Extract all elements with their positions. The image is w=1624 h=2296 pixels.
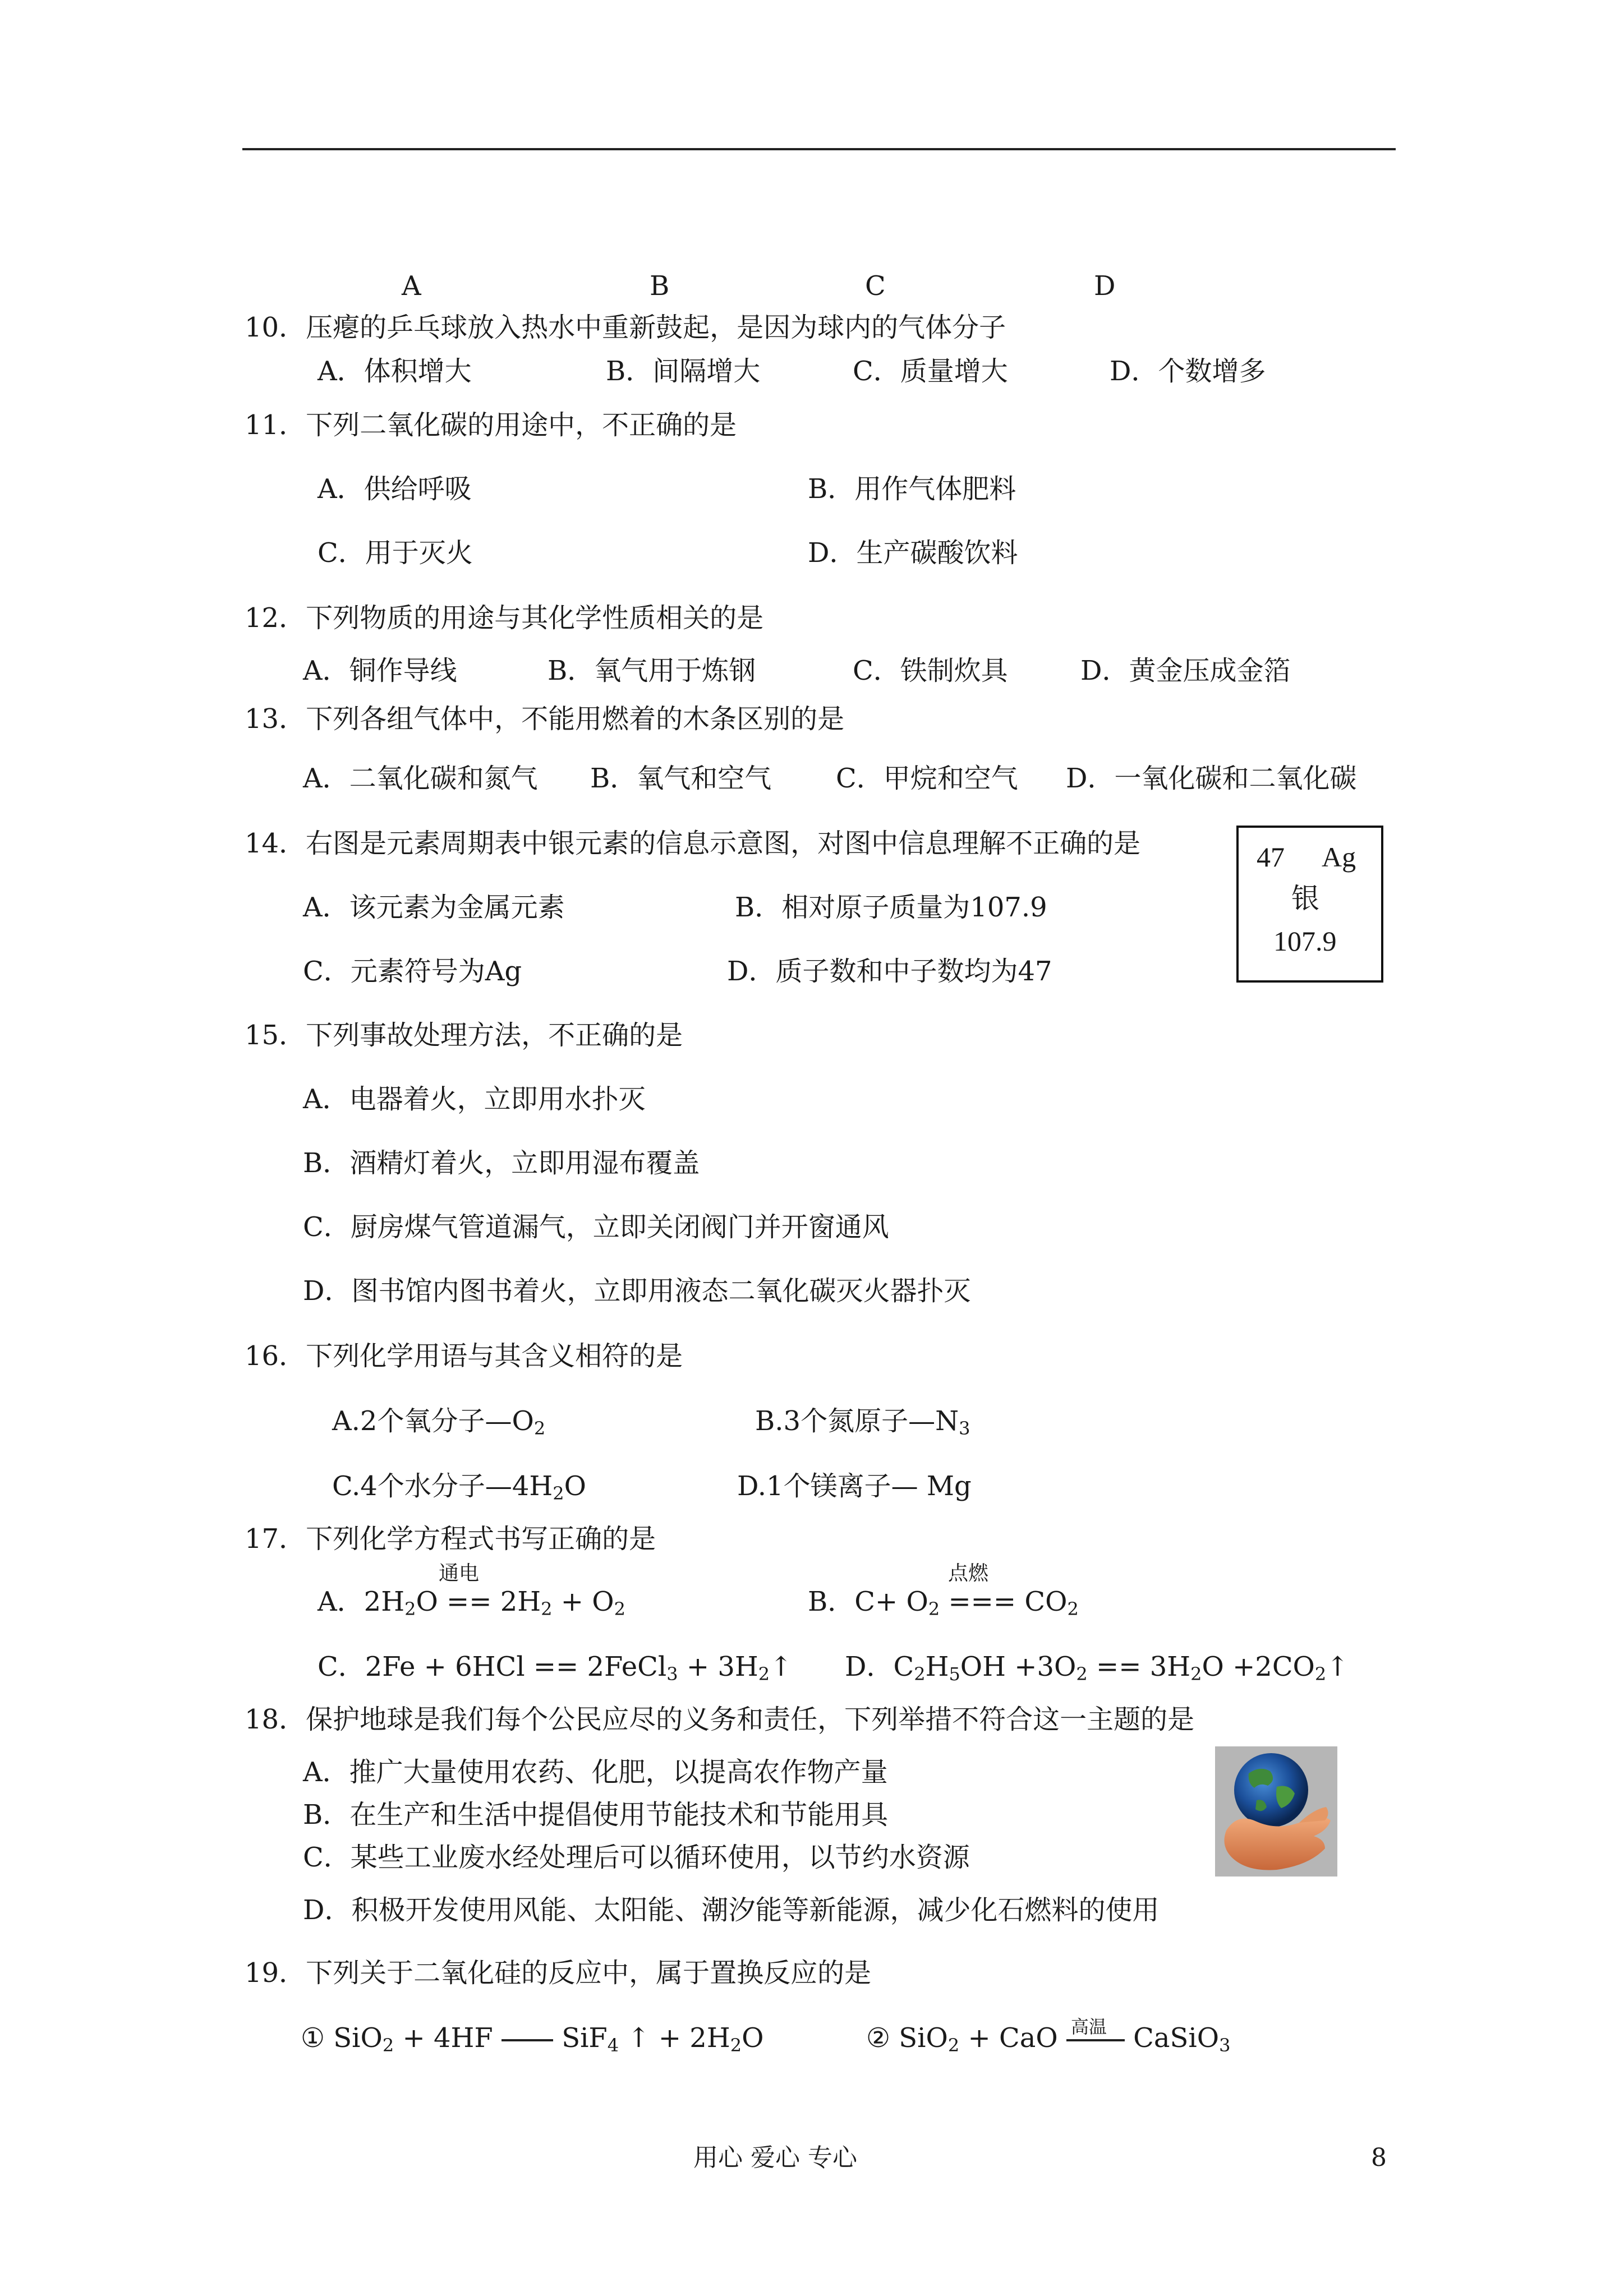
earth-hand-icon xyxy=(1215,1746,1337,1877)
q13-option-d: D．一氧化碳和二氧化碳 xyxy=(1066,763,1357,794)
q17-option-b: B．$C+ O_2$ === $CO_2$ xyxy=(808,1586,1079,1620)
q12-option-c: C．铁制炊具 xyxy=(853,655,1008,686)
page-number: 8 xyxy=(1371,2143,1387,2172)
q10-option-c: C．质量增大 xyxy=(853,356,1008,387)
q15-option-b: B．酒精灯着火，立即用湿布覆盖 xyxy=(303,1147,700,1179)
q10-option-b: B．间隔增大 xyxy=(606,356,761,387)
q18-option-c: C．某些工业废水经处理后可以循环使用，以节约水资源 xyxy=(303,1842,970,1873)
q18-option-a: A．推广大量使用农药、化肥，以提高农作物产量 xyxy=(303,1756,888,1788)
q17-condition-b: 点燃 xyxy=(948,1562,989,1585)
q17-option-c: C．2Fe + 6HCl == 2FeCl$_3$ + $3H_2↑$ xyxy=(318,1651,793,1685)
q12-option-a: A．铜作导线 xyxy=(303,655,457,686)
reaction-condition: 高温 xyxy=(1070,2016,1107,2037)
q15-option-d: D．图书馆内图书着火，立即用液态二氧化碳灭火器扑灭 xyxy=(303,1275,971,1307)
q19-reaction-2: ② SiO$_2$ + CaO 高温 CaSiO$_3$ xyxy=(866,2016,1231,2056)
q17-option-a: A．$2H_2O == 2H_2 + O_2$ xyxy=(318,1586,625,1620)
q16-option-a: A.2个氧分子$—O_2$ xyxy=(332,1405,546,1439)
q14-option-d: D．质子数和中子数均为47 xyxy=(727,956,1052,987)
q12-option-d: D．黄金压成金箔 xyxy=(1080,655,1291,686)
q11-option-b: B．用作气体肥料 xyxy=(808,473,1016,505)
q11-option-d: D．生产碳酸饮料 xyxy=(808,537,1018,569)
reaction-line xyxy=(502,2039,553,2041)
q11-option-a: A．供给呼吸 xyxy=(318,473,472,505)
q18-option-b: B．在生产和生活中提倡使用节能技术和节能用具 xyxy=(303,1799,889,1831)
element-mass: 107.9 xyxy=(1273,925,1337,957)
element-name: 银 xyxy=(1291,883,1319,914)
q13-option-a: A．二氧化碳和氮气 xyxy=(303,763,538,794)
prev-label-c: C xyxy=(865,270,886,302)
prev-label-a: A xyxy=(402,270,421,302)
earth-in-hand-image xyxy=(1215,1746,1337,1877)
footer-motto: 用心 爱心 专心 xyxy=(693,2143,857,2172)
q11-option-c: C．用于灭火 xyxy=(318,537,473,569)
q14-stem: 14．右图是元素周期表中银元素的信息示意图，对图中信息理解不正确的是 xyxy=(245,828,1141,859)
element-card-silver xyxy=(1236,826,1383,983)
q19-stem: 19．下列关于二氧化硅的反应中，属于置换反应的是 xyxy=(245,1957,872,1989)
q16-option-c: C.4个水分子$—4H_2O$ xyxy=(332,1470,586,1504)
q15-option-a: A．电器着火，立即用水扑灭 xyxy=(303,1084,646,1115)
q17-option-d: D．$C_2H_5OH +3O_2 == 3H_2O$ $+2CO_2↑$ xyxy=(845,1651,1349,1685)
q16-stem: 16．下列化学用语与其含义相符的是 xyxy=(245,1340,683,1372)
q13-option-b: B．氧气和空气 xyxy=(590,763,772,794)
q14-option-c: C．元素符号为Ag xyxy=(303,956,522,987)
q12-stem: 12．下列物质的用途与其化学性质相关的是 xyxy=(245,602,764,634)
q14-option-a: A．该元素为金属元素 xyxy=(303,892,565,923)
q14-option-b: B．相对原子质量为107.9 xyxy=(735,892,1047,923)
q18-option-d: D．积极开发使用风能、太阳能、潮汐能等新能源，减少化石燃料的使用 xyxy=(303,1894,1160,1926)
q17-condition-a: 通电 xyxy=(439,1562,480,1585)
q10-option-a: A．体积增大 xyxy=(318,356,472,387)
element-number: 47 xyxy=(1257,841,1285,873)
reaction-arrow-high-temp xyxy=(1066,2016,1125,2041)
prev-label-d: D xyxy=(1094,270,1116,302)
q15-option-c: C．厨房煤气管道漏气，立即关闭阀门并开窗通风 xyxy=(303,1211,889,1243)
q17-stem: 17．下列化学方程式书写正确的是 xyxy=(245,1523,656,1555)
q16-option-d: D.1个镁离子— Mg xyxy=(737,1470,972,1502)
q11-stem: 11．下列二氧化碳的用途中，不正确的是 xyxy=(245,409,737,441)
q10-option-d: D．个数增多 xyxy=(1110,356,1266,387)
q10-stem: 10．压瘪的乒乓球放入热水中重新鼓起，是因为球内的气体分子 xyxy=(245,312,1006,343)
q19-reaction-1: ① SiO$_2$ + 4HF SiF$_4$ ↑ + $2H_2O$ xyxy=(301,2022,764,2056)
q16-option-b: B.3个氮原子$—N_3$ xyxy=(755,1405,970,1439)
q13-option-c: C．甲烷和空气 xyxy=(836,763,1018,794)
element-symbol: Ag xyxy=(1322,841,1356,873)
q13-stem: 13．下列各组气体中，不能用燃着的木条区别的是 xyxy=(245,703,845,735)
q18-stem: 18．保护地球是我们每个公民应尽的义务和责任，下列举措不符合这一主题的是 xyxy=(245,1704,1195,1735)
q15-stem: 15．下列事故处理方法，不正确的是 xyxy=(245,1020,683,1051)
prev-label-b: B xyxy=(650,270,670,302)
q12-option-b: B．氧气用于炼钢 xyxy=(548,655,756,686)
header-rule xyxy=(242,148,1396,150)
